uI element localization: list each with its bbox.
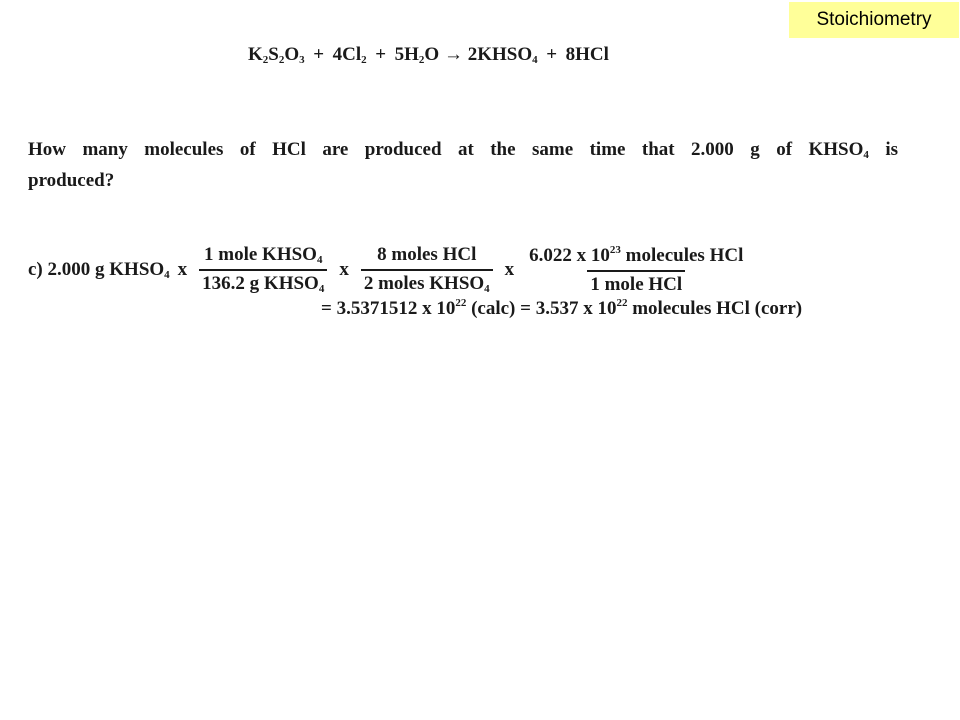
- times-sign: x: [504, 258, 515, 280]
- fraction-2-denominator: [361, 269, 493, 296]
- question-line-1: [28, 137, 898, 168]
- eq-sub: 2: [361, 54, 367, 66]
- eq-sub: 2: [262, 54, 269, 66]
- question-sub: 4: [863, 149, 869, 161]
- eq-plus: +: [375, 44, 387, 65]
- eq-reactant-1b: S: [268, 44, 279, 65]
- eq-sub: 2: [418, 54, 425, 66]
- eq-reactant-1: K: [248, 44, 263, 65]
- eq-plus: +: [313, 44, 325, 65]
- f1-num-sub: 4: [316, 254, 323, 267]
- balanced-equation: [248, 44, 609, 67]
- result-sup: 22: [455, 296, 467, 309]
- answer-lead-sub: 4: [164, 268, 170, 281]
- topic-tag: [789, 2, 959, 38]
- f3-num-text-b: molecules HCl: [620, 245, 744, 266]
- result-sup: 22: [616, 296, 628, 309]
- result-line: [321, 297, 928, 321]
- fraction-3-denominator: 1 mole HCl: [587, 270, 685, 297]
- f1-den-sub: 4: [318, 283, 325, 296]
- answer-lead-text: c) 2.000 g KHSO: [28, 258, 165, 280]
- f2-den-sub: 4: [484, 283, 490, 296]
- fraction-2-numerator: 8 moles HCl: [377, 244, 477, 266]
- fraction-3-numerator: [526, 244, 746, 270]
- answer-solution: [28, 244, 928, 320]
- fraction-3: [526, 244, 746, 297]
- eq-arrow: →: [443, 44, 463, 65]
- result-part: (calc) = 3.537 x 10: [466, 297, 617, 319]
- question-text: [28, 137, 898, 194]
- conversion-row: [28, 244, 928, 297]
- eq-reactant-3b: O: [424, 44, 440, 65]
- f1-den-text: 136.2 g KHSO: [202, 273, 319, 295]
- f2-den-text: 2 moles KHSO: [363, 273, 485, 295]
- question-line-2: produced?: [28, 170, 115, 191]
- eq-plus: +: [546, 44, 558, 65]
- fraction-1-numerator: [201, 244, 325, 269]
- f1-num-text: 1 mole KHSO: [204, 244, 317, 266]
- fraction-2: [361, 244, 493, 296]
- f3-num-sup: 23: [609, 244, 621, 256]
- topic-tag-label: Stoichiometry: [816, 9, 932, 30]
- eq-sub: 4: [532, 54, 538, 66]
- eq-reactant-2: 4Cl: [332, 44, 362, 65]
- f3-num-text: 6.022 x 10: [529, 245, 610, 266]
- result-part: = 3.5371512 x 10: [321, 297, 456, 319]
- question-part: How many molecules of HCl are produced at the same time that 2.000 g of KHSO: [28, 139, 864, 160]
- times-sign: x: [177, 258, 188, 280]
- eq-reactant-1c: O: [284, 44, 300, 65]
- result-part: molecules HCl (corr): [627, 297, 803, 319]
- fraction-1: [199, 244, 327, 296]
- fraction-1-denominator: [199, 269, 327, 296]
- eq-product-1: 2KHSO: [467, 44, 533, 65]
- eq-sub: 2: [278, 54, 285, 66]
- times-sign: x: [339, 258, 349, 280]
- eq-product-2: 8HCl: [565, 44, 609, 65]
- eq-sub: 3: [299, 54, 305, 66]
- eq-reactant-3: 5H: [394, 44, 419, 65]
- answer-lead: [28, 259, 170, 282]
- question-part: is: [868, 139, 898, 160]
